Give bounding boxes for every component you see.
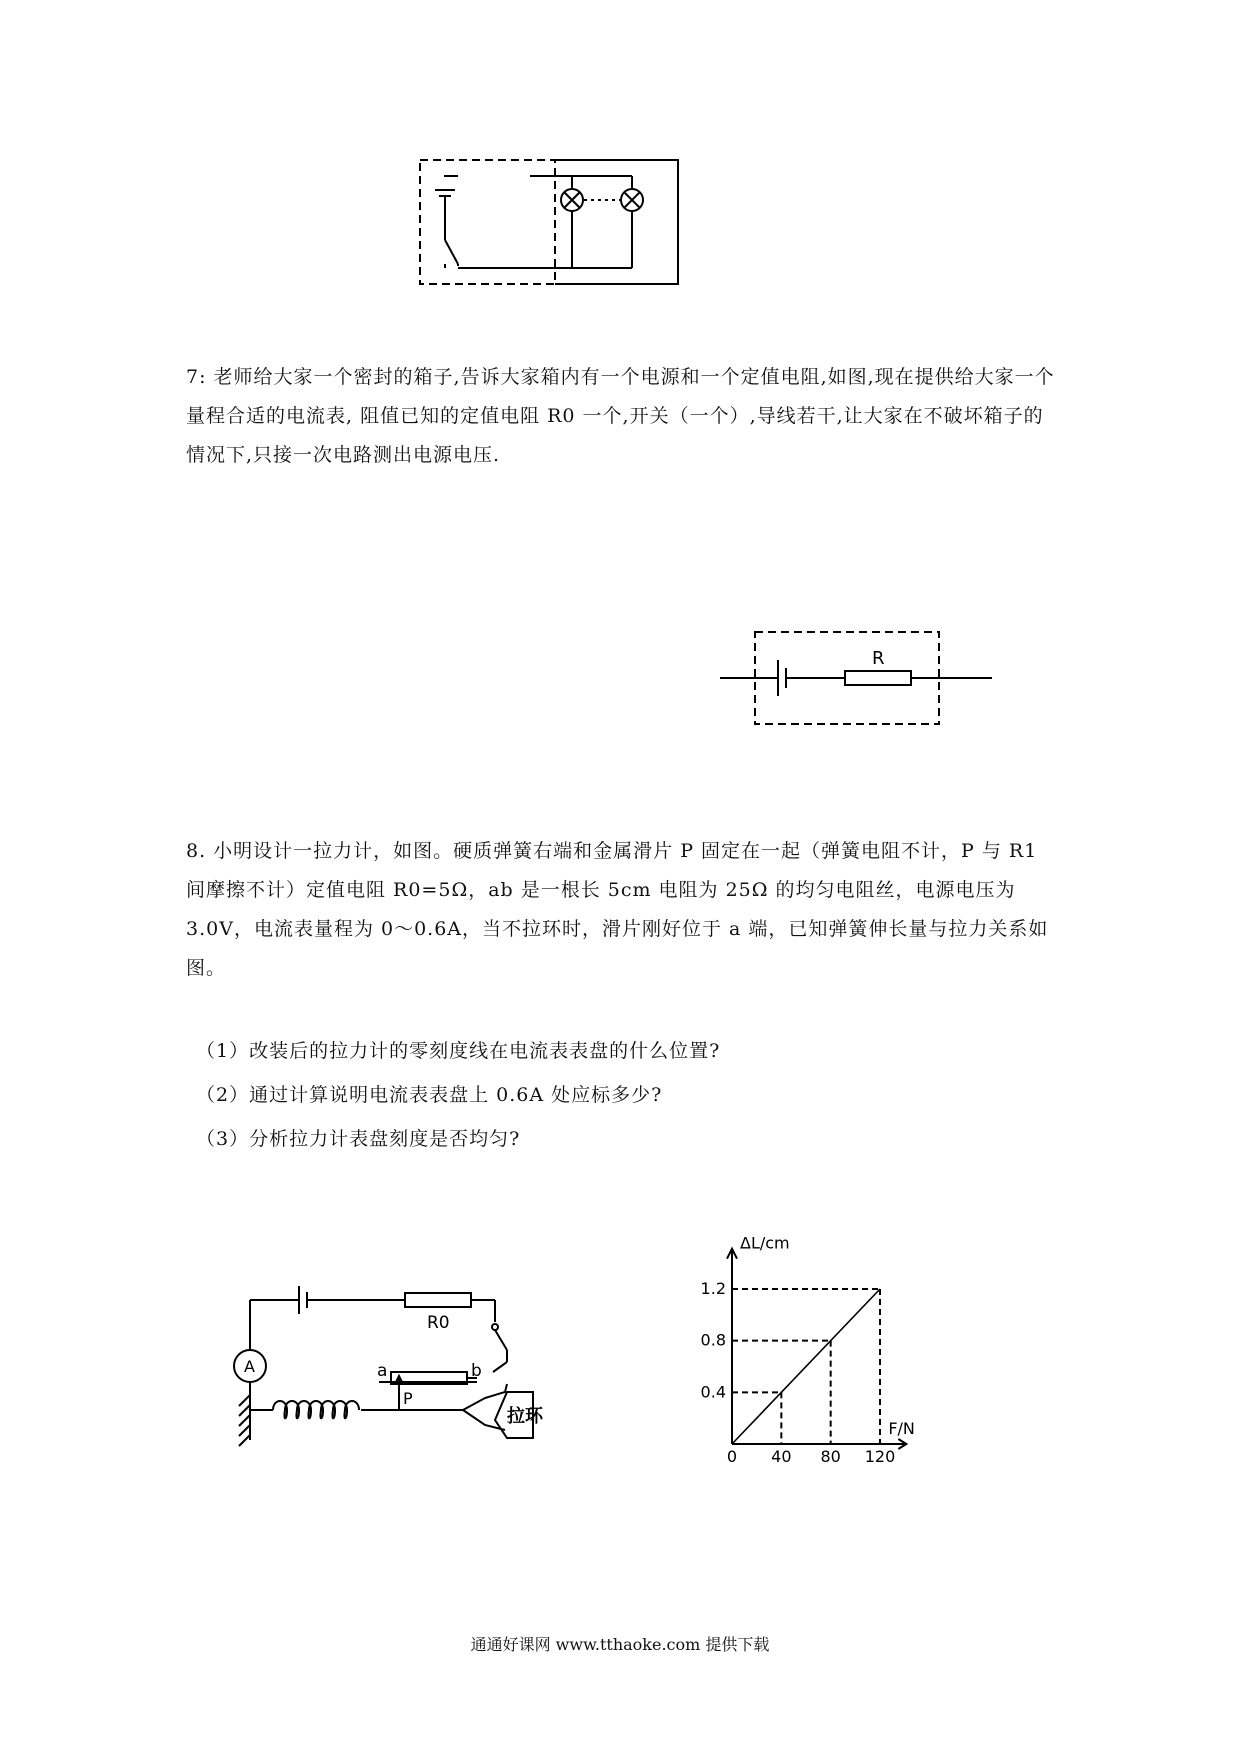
r0-label: R0 (427, 1313, 450, 1333)
y-tick-label: 1.2 (700, 1279, 726, 1298)
question-8: 8. 小明设计一拉力计，如图。硬质弹簧右端和金属滑片 P 固定在一起（弹簧电阻不计，P 与 R1 间摩擦不计）定值电阻 R0=5Ω，ab 是一根长 5cm 电阻为 25Ω 的均匀电阻丝，电源电压为 3.0V，电流表量程为 0～0.6A，当不拉环时，滑片刚好位于 a 端，已知弹簧伸长量与拉力关系如图。 (186, 840, 1049, 979)
resistor-r-label: R (872, 648, 885, 669)
end-a-label: a (377, 1361, 388, 1381)
page-footer: 通通好课网 www.tthaoke.com 提供下载 (470, 1635, 770, 1654)
y-tick-label: 0.8 (700, 1330, 726, 1350)
question-8-part-2: （2）通过计算说明电流表表盘上 0.6A 处应标多少? (196, 1084, 663, 1106)
x-axis-label: F/N (888, 1419, 915, 1438)
x-tick-label: 0 (726, 1447, 738, 1466)
x-tick-label: 120 (864, 1447, 896, 1466)
slider-p-label: P (403, 1389, 413, 1408)
sealed-box-circuit (700, 620, 1020, 740)
x-tick-label: 40 (771, 1447, 792, 1466)
question-7: 7: 老师给大家一个密封的箱子,告诉大家箱内有一个电源和一个定值电阻,如图,现在提供给大家一个量程合适的电流表, 阻值已知的定值电阻 R0 一个,开关（一个）,导线若干,让大家在不破坏箱子的情况下,只接一次电路测出电源电压. (186, 366, 1055, 466)
question-8-part-3: （3）分析拉力计表盘刻度是否均匀? (196, 1128, 521, 1150)
y-axis-label: ΔL/cm (740, 1233, 790, 1253)
end-b-label: b (471, 1361, 482, 1381)
ammeter-label: A (244, 1357, 255, 1376)
tension-meter-circuit (215, 1270, 595, 1445)
pull-ring-label: 拉环 (507, 1406, 543, 1427)
y-tick-label: 0.4 (700, 1382, 726, 1402)
lamp-box-circuit (400, 140, 700, 300)
data-series-line (732, 1289, 880, 1444)
question-8-part-1: （1）改装后的拉力计的零刻度线在电流表表盘的什么位置? (196, 1040, 721, 1062)
x-tick-label: 80 (820, 1447, 841, 1466)
extension-force-chart (690, 1233, 970, 1490)
